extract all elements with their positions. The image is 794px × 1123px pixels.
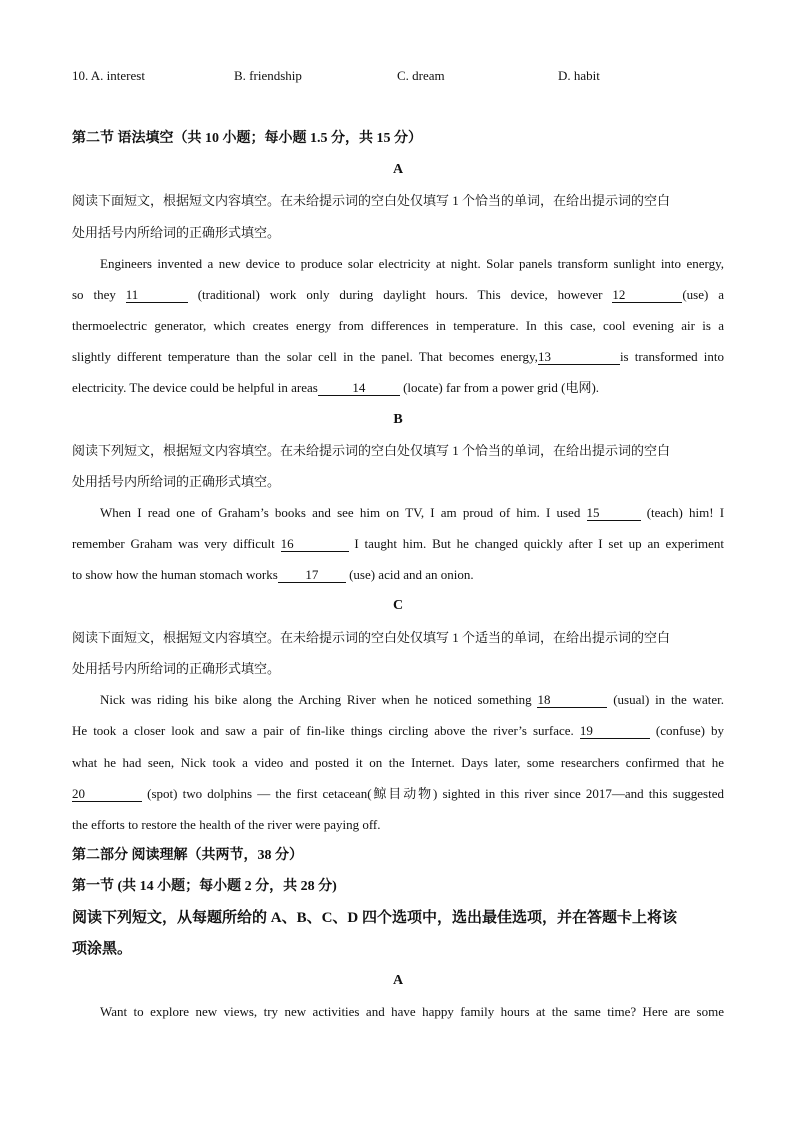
text: When I read one of Graham’s books and see him on TV, I am proud of him. I used [100, 505, 581, 520]
reading-instruction-2: 项涂黑。 [72, 941, 133, 957]
passage-b-instruction-2: 处用括号内所给词的正确形式填空。 [72, 474, 281, 489]
text: (traditional) work only during daylight hours. This device, however [197, 287, 603, 302]
text: electricity. The device could be helpful in areas [72, 380, 318, 395]
passage-b-instruction-1: 阅读下列短文，根据短文内容填空。在未给提示词的空白处仅填写 1 个恰当的单词，在给出提示词的空白 [72, 443, 671, 458]
passage-a-instruction-1: 阅读下面短文，根据短文内容填空。在未给提示词的空白处仅填写 1 个恰当的单词，在给出提示词的空白 [72, 193, 671, 208]
passage-c-line-2 [72, 723, 724, 739]
passage-c-line-5: the efforts to restore the health of the river were paying off. [72, 817, 381, 832]
text: remember Graham was very difficult [72, 536, 275, 551]
passage-a-line-5 [72, 380, 724, 396]
section-title-grammar: 第二节 语法填空（共 10 小题；每小题 1.5 分，共 15 分） [72, 131, 422, 146]
blank-19[interactable]: 19 [580, 724, 650, 739]
blank-16[interactable]: 16 [281, 537, 349, 552]
passage-c-line-1 [100, 692, 724, 708]
q10-option-d: D. habit [558, 68, 600, 83]
passage-c-instruction-2: 处用括号内所给词的正确形式填空。 [72, 661, 281, 676]
q10-option-b: B. friendship [234, 68, 302, 83]
passage-a-line-1: Engineers invented a new device to produce solar electricity at night. Solar panels transform sunlight into energy, [100, 256, 724, 271]
passage-c-letter: C [392, 598, 404, 613]
passage-a-line-3: thermoelectric generator, which creates energy from differences in temperature. In this case, cool evening air is a [72, 318, 724, 333]
blank-17[interactable]: 17 [278, 568, 346, 583]
passage-a-letter: A [392, 162, 404, 177]
text: slightly different temperature than the solar cell in the panel. That becomes energy, [72, 349, 538, 364]
text: (locate) far from a power grid (电网). [403, 380, 600, 395]
reading-a-letter: A [392, 973, 404, 988]
text: (use) acid and an onion. [349, 567, 474, 582]
text: (usual) in the water. [613, 692, 724, 707]
blank-11[interactable]: 11 [126, 288, 188, 303]
part-title-reading: 第二部分 阅读理解（共两节，38 分） [72, 848, 303, 863]
blank-13[interactable]: 13 [538, 350, 620, 365]
passage-a-line-2 [72, 287, 724, 303]
text: (spot) two dolphins — the first cetacean(鲸目动物) sighted in this river since 2017—and this suggested [147, 786, 724, 801]
reading-a-line-1: Want to explore new views, try new activities and have happy family hours at the same time? Here are some [100, 1004, 724, 1019]
passage-a-line-4 [72, 349, 724, 365]
text: to show how the human stomach works [72, 567, 278, 582]
text: I taught him. But he changed quickly after I set up an experiment [354, 536, 725, 551]
text: (confuse) by [655, 723, 725, 738]
text: so they [72, 287, 116, 302]
blank-15[interactable]: 15 [587, 506, 641, 521]
section-title-reading: 第一节 (共 14 小题；每小题 2 分，共 28 分) [72, 879, 337, 894]
text: (use) a [682, 287, 725, 302]
blank-20[interactable]: 20 [72, 787, 142, 802]
text: is transformed into [619, 349, 724, 364]
passage-c-line-4 [72, 786, 724, 802]
text: (teach) him! I [646, 505, 725, 520]
blank-14[interactable]: 14 [318, 381, 400, 396]
passage-b-line-3 [72, 567, 724, 583]
passage-b-line-1 [100, 505, 724, 521]
text: He took a closer look and saw a pair of fin-like things circling above the river’s surface. [72, 723, 574, 738]
passage-b-letter: B [393, 412, 403, 427]
blank-12[interactable]: 12 [612, 288, 682, 303]
reading-instruction-1: 阅读下列短文，从每题所给的 A、B、C、D 四个选项中，选出最佳选项，并在答题卡上将该 [72, 910, 678, 926]
passage-b-line-2 [72, 536, 724, 552]
passage-a-instruction-2: 处用括号内所给词的正确形式填空。 [72, 225, 281, 240]
q10-option-c: C. dream [397, 68, 445, 83]
text: Nick was riding his bike along the Arching River when he noticed something [100, 692, 532, 707]
passage-c-instruction-1: 阅读下面短文，根据短文内容填空。在未给提示词的空白处仅填写 1 个适当的单词，在给出提示词的空白 [72, 630, 671, 645]
passage-c-line-3: what he had seen, Nick took a video and posted it on the Internet. Days later, some researchers confirmed that he [72, 755, 724, 770]
q10-option-a: 10. A. interest [72, 68, 145, 83]
blank-18[interactable]: 18 [537, 693, 607, 708]
